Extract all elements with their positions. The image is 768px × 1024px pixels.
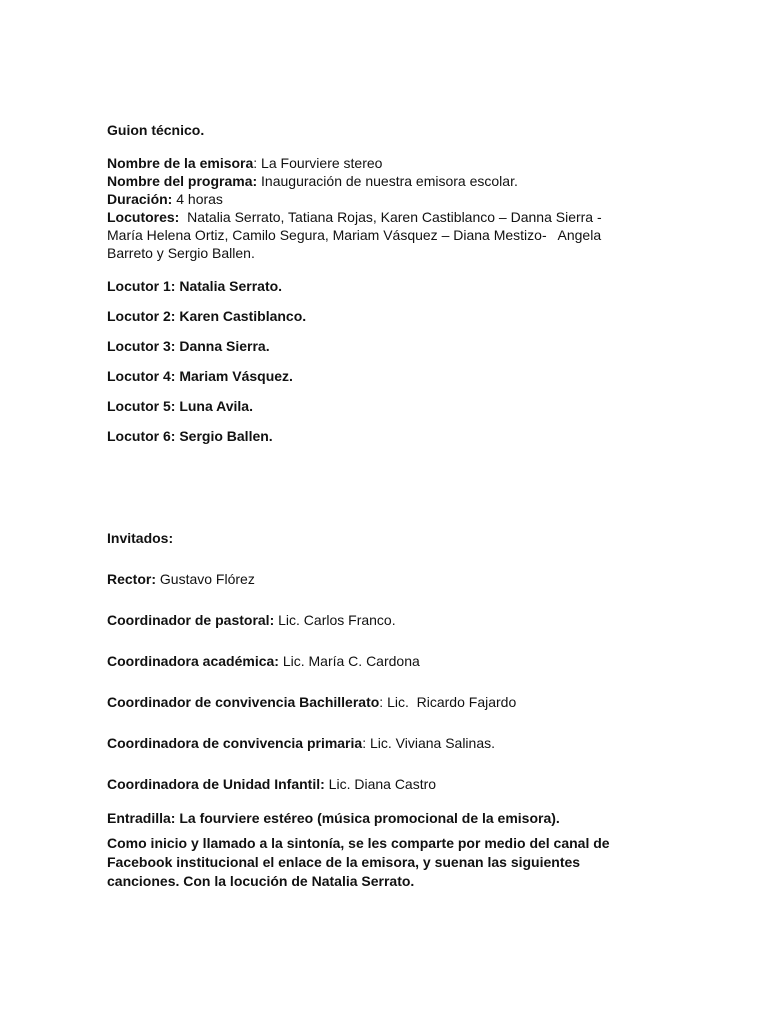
- locutores-value-line2: María Helena Ortiz, Camilo Segura, Mariam Vásquez – Diana Mestizo- Angela: [107, 227, 602, 243]
- emisora-label: Nombre de la emisora: [107, 155, 254, 171]
- como-inicio-paragraph: [107, 834, 667, 891]
- duracion-label: Duración:: [107, 191, 173, 207]
- invitado-item: Coordinadora de convivencia primaria: Lic. Viviana Salinas.: [107, 735, 496, 751]
- invitados-heading: Invitados:: [107, 530, 174, 546]
- locutor-item: Locutor 1: Natalia Serrato.: [107, 278, 283, 294]
- programa-label: Nombre del programa:: [107, 173, 258, 189]
- invitado-item: Coordinador de pastoral: Lic. Carlos Franco.: [107, 612, 396, 628]
- locutor-item: Locutor 4: Mariam Vásquez.: [107, 368, 293, 384]
- locutor-item: Locutor 3: Danna Sierra.: [107, 338, 270, 354]
- programa-line: [107, 172, 667, 190]
- locutores-label: Locutores:: [107, 209, 180, 225]
- locutor-item: Locutor 5: Luna Avila.: [107, 398, 253, 414]
- duracion-value: 4 horas: [172, 191, 223, 207]
- programa-value: Inauguración de nuestra emisora escolar.: [257, 173, 518, 189]
- invitado-item: Coordinador de convivencia Bachillerato: Lic. Ricardo Fajardo: [107, 694, 517, 710]
- locutor-item: Locutor 6: Sergio Ballen.: [107, 428, 273, 444]
- entradilla: Entradilla: La fourviere estéreo (música promocional de la emisora).: [107, 810, 560, 826]
- locutores-line: [107, 208, 667, 226]
- document-title: Guion técnico.: [107, 122, 205, 138]
- document-page: [107, 121, 667, 891]
- locutores-value-line1: Natalia Serrato, Tatiana Rojas, Karen Castiblanco – Danna Sierra -: [179, 209, 602, 225]
- como-inicio-line: Como inicio y llamado a la sintonía, se les comparte por medio del canal de: [107, 835, 610, 851]
- invitado-item: Rector: Gustavo Flórez: [107, 571, 255, 587]
- duracion-line: [107, 190, 667, 208]
- emisora-value: : La Fourviere stereo: [253, 155, 383, 171]
- locutor-item: Locutor 2: Karen Castiblanco.: [107, 308, 307, 324]
- locutores-list: [107, 277, 667, 445]
- invitado-item: Coordinadora de Unidad Infantil: Lic. Diana Castro: [107, 776, 437, 792]
- locutores-value-line3: Barreto y Sergio Ballen.: [107, 245, 255, 261]
- como-inicio-line: canciones. Con la locución de Natalia Serrato.: [107, 873, 415, 889]
- invitado-item: Coordinadora académica: Lic. María C. Cardona: [107, 653, 420, 669]
- como-inicio-line: Facebook institucional el enlace de la emisora, y suenan las siguientes: [107, 854, 581, 870]
- invitados-list: [107, 570, 667, 793]
- emisora-line: [107, 154, 667, 172]
- program-info: [107, 154, 667, 262]
